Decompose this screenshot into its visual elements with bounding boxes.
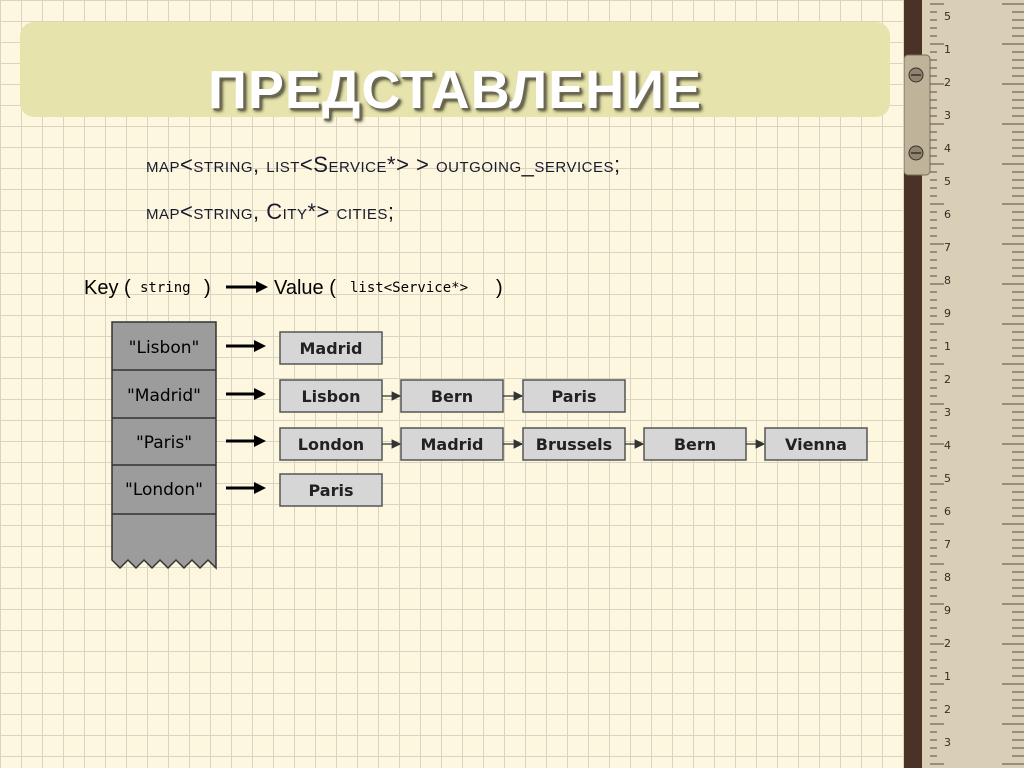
ruler-number: 5 xyxy=(944,10,951,23)
list-node-label: Madrid xyxy=(420,435,484,454)
ruler-number: 1 xyxy=(944,43,951,56)
ruler-scale xyxy=(922,0,1024,768)
list-node-label: Paris xyxy=(551,387,597,406)
ruler-number: 7 xyxy=(944,241,951,254)
ruler-number: 4 xyxy=(944,142,951,155)
key-header-label: Key ( xyxy=(84,277,131,299)
ruler-number: 5 xyxy=(944,175,951,188)
ruler-number: 3 xyxy=(944,109,951,122)
ruler-number: 1 xyxy=(944,670,951,683)
value-header-type: list<Service*> xyxy=(350,280,469,296)
list-node-label: Vienna xyxy=(784,435,848,454)
key-header-close: ) xyxy=(204,277,211,299)
code-line-outgoing-services: map<string, list<Service*> > outgoing_services; xyxy=(146,152,621,177)
list-node-label: Madrid xyxy=(299,339,363,358)
value-header-label: Value ( xyxy=(274,277,336,299)
key-to-list-arrow-icon xyxy=(226,482,266,494)
ruler-number: 9 xyxy=(944,604,951,617)
key-cell: "Madrid" xyxy=(126,386,202,406)
key-cell: "London" xyxy=(125,480,203,500)
ruler-number: 9 xyxy=(944,307,951,320)
ruler-number: 5 xyxy=(944,472,951,485)
list-node-label: Brussels xyxy=(535,435,613,454)
ruler-number: 3 xyxy=(944,736,951,749)
ruler-number: 3 xyxy=(944,406,951,419)
ruler-number: 8 xyxy=(944,571,951,584)
key-cell: "Lisbon" xyxy=(128,338,200,358)
ruler-number: 2 xyxy=(944,637,951,650)
ruler-number: 2 xyxy=(944,373,951,386)
list-node-label: Bern xyxy=(430,387,474,406)
ruler-number: 6 xyxy=(944,505,951,518)
key-to-list-arrow-icon xyxy=(226,340,266,352)
ruler-number: 2 xyxy=(944,76,951,89)
ruler-number: 4 xyxy=(944,439,951,452)
ruler-number: 8 xyxy=(944,274,951,287)
list-node-label: Lisbon xyxy=(301,387,361,406)
list-node-label: Paris xyxy=(308,481,354,500)
page-title: ПРЕДСТАВЛЕНИЕ xyxy=(208,60,702,120)
key-cell: "Paris" xyxy=(135,433,193,453)
code-line-cities: map<string, City*> cities; xyxy=(146,199,395,224)
list-node-label: Bern xyxy=(673,435,717,454)
key-to-list-arrow-icon xyxy=(226,388,266,400)
ruler-number: 1 xyxy=(944,340,951,353)
ruler-number: 6 xyxy=(944,208,951,221)
ruler-decoration xyxy=(904,0,1024,768)
value-header-close: ) xyxy=(496,277,503,299)
ruler-number: 2 xyxy=(944,703,951,716)
key-header-type: string xyxy=(140,280,191,296)
list-node-label: London xyxy=(297,435,365,454)
ruler-number: 7 xyxy=(944,538,951,551)
key-to-list-arrow-icon xyxy=(226,435,266,447)
header-arrow-icon xyxy=(226,281,268,293)
